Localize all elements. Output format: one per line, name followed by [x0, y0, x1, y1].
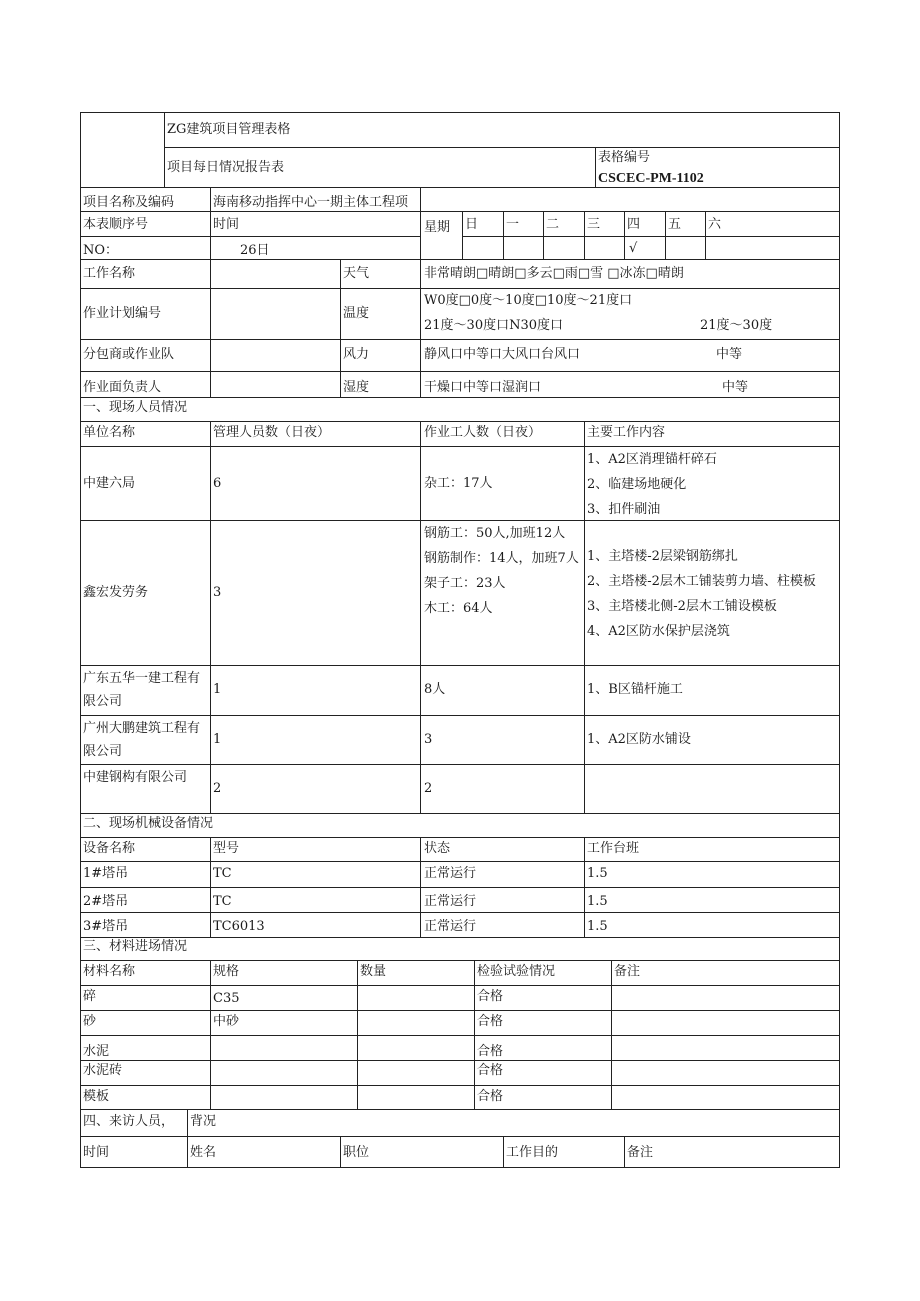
- personnel-managers: 6: [213, 476, 222, 491]
- personnel-unit: 中建钢构有限公司: [83, 770, 188, 785]
- weekday-sun: 日: [465, 217, 479, 232]
- weekday-fri: 五: [668, 217, 682, 232]
- personnel-managers: 2: [213, 781, 222, 796]
- personnel-header-managers: 管理人员数（日夜）: [213, 425, 331, 440]
- personnel-managers: 3: [213, 585, 222, 600]
- date-value: 26日: [240, 243, 270, 258]
- material-test: 合格: [477, 1014, 504, 1029]
- equipment-model: TC: [213, 866, 232, 881]
- humidity-label: 湿度: [343, 380, 370, 395]
- humidity-value: 中等: [722, 380, 749, 395]
- wind-options: 静风口中等口大风口台风口: [424, 347, 581, 362]
- personnel-workers: 钢筋工：50人,加班12人 钢筋制作：14人，加班7人 架子工：23人 木工：64人: [424, 526, 579, 616]
- seq-label: 本表顺序号: [83, 217, 149, 232]
- plan-no-label: 作业计划编号: [83, 306, 162, 321]
- temperature-value: 21度～30度: [700, 318, 773, 333]
- temperature-options-2: 21度～30度口N30度口: [424, 318, 564, 333]
- equipment-status: 正常运行: [424, 919, 477, 934]
- visitors-header-purpose: 工作目的: [506, 1145, 559, 1160]
- equipment-status: 正常运行: [424, 894, 477, 909]
- equipment-header-status: 状态: [424, 841, 451, 856]
- equipment-status: 正常运行: [424, 866, 477, 881]
- work-name-label: 工作名称: [83, 266, 136, 281]
- equipment-header-name: 设备名称: [83, 841, 136, 856]
- material-test: 合格: [477, 1089, 504, 1104]
- equipment-section-title: 二、现场机械设备情况: [83, 816, 214, 831]
- weekday-thu: 四: [627, 217, 641, 232]
- equipment-name: 3#塔吊: [83, 919, 129, 934]
- humidity-options: 干燥口中等口湿润口: [424, 380, 542, 395]
- material-test: 合格: [477, 1044, 504, 1059]
- time-label: 时间: [213, 217, 240, 232]
- weekday-label: 星期: [424, 220, 451, 235]
- project-value: 海南移动指挥中心一期主体工程项: [213, 195, 409, 210]
- subcontractor-label: 分包商或作业队: [83, 347, 175, 362]
- equipment-name: 1#塔吊: [83, 866, 129, 881]
- equipment-name: 2#塔吊: [83, 894, 129, 909]
- equipment-shift: 1.5: [587, 894, 608, 909]
- material-name: 水泥砖: [83, 1063, 123, 1078]
- materials-header-qty: 数量: [360, 964, 387, 979]
- visitors-section-title: 四、来访人员，: [83, 1114, 175, 1129]
- personnel-work: 1、A2区防水铺设: [587, 732, 691, 747]
- equipment-header-model: 型号: [213, 841, 240, 856]
- project-label: 项目名称及编码: [83, 195, 175, 210]
- materials-section-title: 三、材料进场情况: [83, 939, 188, 954]
- personnel-header-unit: 单位名称: [83, 425, 136, 440]
- material-spec: C35: [213, 991, 240, 1006]
- material-name: 碎: [83, 989, 97, 1004]
- personnel-workers: 8人: [424, 682, 446, 697]
- materials-header-note: 备注: [614, 964, 641, 979]
- personnel-work: 1、A2区消理锚杆碎石 2、临建场地硬化 3、扣件刷油: [587, 452, 717, 517]
- no-label: NO：: [83, 243, 119, 258]
- personnel-unit: 鑫宏发劳务: [83, 585, 149, 600]
- materials-header-test: 检验试验情况: [477, 964, 556, 979]
- equipment-header-shift: 工作台班: [587, 841, 640, 856]
- personnel-header-work: 主要工作内容: [587, 425, 666, 440]
- visitors-header-note: 备注: [627, 1145, 654, 1160]
- equipment-shift: 1.5: [587, 866, 608, 881]
- personnel-workers: 3: [424, 732, 433, 747]
- weekday-wed: 三: [587, 217, 601, 232]
- material-test: 合格: [477, 1063, 504, 1078]
- temperature-options-1: W0度□0度～10度□10度～21度口: [424, 293, 633, 308]
- weekday-mon: 一: [506, 217, 520, 232]
- material-test: 合格: [477, 989, 504, 1004]
- material-name: 模板: [83, 1089, 110, 1104]
- visitors-header-position: 职位: [343, 1145, 370, 1160]
- personnel-unit: 广东五华一建工程有限公司: [83, 671, 201, 709]
- personnel-unit: 广州大鹏建筑工程有限公司: [83, 721, 201, 759]
- wind-label: 风力: [343, 347, 370, 362]
- weekday-sat: 六: [708, 217, 722, 232]
- form-title: 项目每日情况报告表: [167, 160, 285, 175]
- weekday-check-mark: √: [629, 241, 638, 256]
- personnel-unit: 中建六局: [83, 476, 136, 491]
- personnel-managers: 1: [213, 682, 222, 697]
- visitors-header-time: 时间: [83, 1145, 110, 1160]
- visitors-section-suffix: 背况: [190, 1114, 217, 1129]
- wind-value: 中等: [716, 347, 743, 362]
- personnel-workers: 2: [424, 781, 433, 796]
- personnel-work: 1、主塔楼-2层梁钢筋绑扎 2、主塔楼-2层木工铺装剪力墙、柱模板 3、主塔楼北侧-2层木工铺设模板 4、A2区防水保护层浇筑: [587, 549, 816, 639]
- material-name: 砂: [83, 1014, 97, 1029]
- materials-header-spec: 规格: [213, 964, 240, 979]
- work-lead-label: 作业面负责人: [83, 380, 162, 395]
- material-spec: 中砂: [213, 1014, 240, 1029]
- weekday-tue: 二: [546, 217, 560, 232]
- temperature-label: 温度: [343, 306, 370, 321]
- material-name: 水泥: [83, 1044, 110, 1059]
- equipment-shift: 1.5: [587, 919, 608, 934]
- personnel-section-title: 一、现场人员情况: [83, 400, 188, 415]
- personnel-managers: 1: [213, 732, 222, 747]
- system-title: ZG建筑项目管理表格: [167, 122, 291, 137]
- personnel-work: 1、B区锚杆施工: [587, 682, 683, 697]
- form-code: CSCEC-PM-1102: [598, 171, 704, 186]
- visitors-header-name: 姓名: [190, 1145, 217, 1160]
- personnel-workers: 杂工：17人: [424, 476, 493, 491]
- equipment-model: TC: [213, 894, 232, 909]
- weather-options: 非常晴朗□晴朗□多云□雨□雪 □冰冻□晴朗: [424, 266, 684, 281]
- form-code-label: 表格编号: [598, 150, 651, 165]
- weather-label: 天气: [343, 266, 370, 281]
- equipment-model: TC6013: [213, 919, 265, 934]
- materials-header-name: 材料名称: [83, 964, 136, 979]
- personnel-header-workers: 作业工人数（日夜）: [424, 425, 542, 440]
